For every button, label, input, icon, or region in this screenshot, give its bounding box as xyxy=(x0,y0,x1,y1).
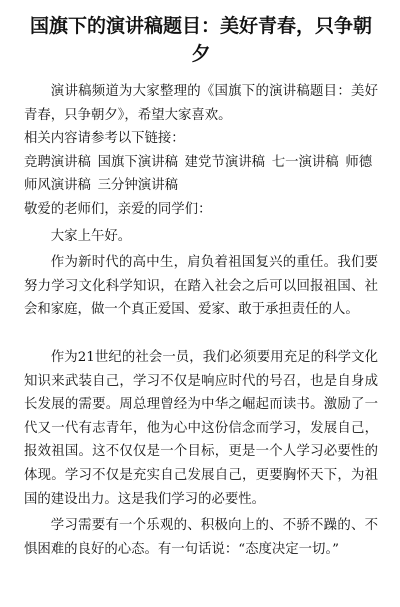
body-paragraph-1: 作为新时代的高中生，肩负着祖国复兴的重任。我们要努力学习文化科学知识，在踏入社会之后可以回报祖国、社会和家庭，做一个真正爱国、爱家、敢于承担责任的人。 xyxy=(24,255,378,318)
salutation: 敬爱的老师们，亲爱的同学们： xyxy=(24,201,212,217)
intro-paragraph: 演讲稿频道为大家整理的《国旗下的演讲稿题目：美好青春，只争朝夕》，希望大家喜欢。 xyxy=(24,84,378,123)
related-link-three-minute[interactable]: 三分钟演讲稿 xyxy=(97,178,178,194)
paragraph-gap xyxy=(24,322,378,346)
document-title: 国旗下的演讲稿题目：美好青春，只争朝夕 xyxy=(30,15,373,65)
greeting: 大家上午好。 xyxy=(50,228,132,244)
related-label: 相关内容请参考以下链接： xyxy=(24,131,185,147)
related-link-flag[interactable]: 国旗下演讲稿 xyxy=(97,154,178,170)
related-link-july-first[interactable]: 七一演讲稿 xyxy=(271,154,339,170)
body-paragraph-2: 作为21世纪的社会一员，我们必须要用充足的科学文化知识来武装自己，学习不仅是响应时代的号召，也是自身成长发展的需要。周总理曾经为中华之崛起而读书。激励了一代又一代有志青年，他为心中这份信念而学习，发展自己，报效祖国。这不仅仅是一个目标，更是一个人学习必要性的体现。学习不仅是充实自己发展自己，更要胸怀天下，为祖国的建设出力。这是我们学习的必要性。 xyxy=(24,349,378,507)
body-paragraph-3: 学习需要有一个乐观的、积极向上的、不骄不躁的、不惧困难的良好的心态。有一句话说：“态度决定一切。” xyxy=(24,518,378,557)
related-link-teacher-ethics[interactable]: 师德师风演讲稿 xyxy=(24,154,373,194)
related-link-competition[interactable]: 竞聘演讲稿 xyxy=(24,154,91,170)
related-links xyxy=(24,151,378,198)
related-link-party[interactable]: 建党节演讲稿 xyxy=(184,154,266,170)
